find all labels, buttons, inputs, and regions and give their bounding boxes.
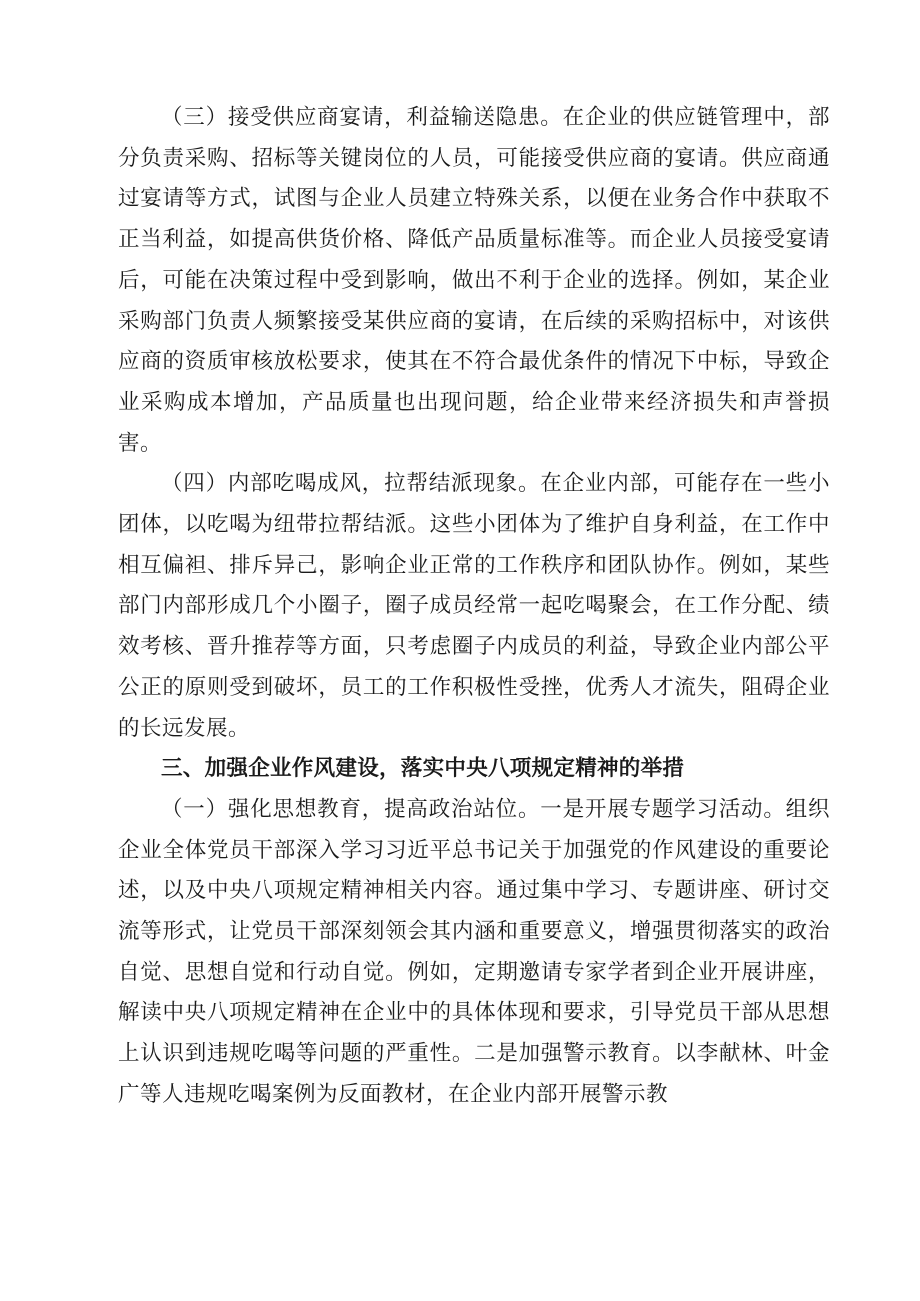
paragraph-internal-dining-cliques: （四）内部吃喝成风，拉帮结派现象。在企业内部，可能存在一些小团体，以吃喝为纽带拉帮结派。这些小团体为了维护自身利益，在工作中相互偏袒、排斥异己，影响企业正常的工作秩序和团队协作。例如，某些部门内部形成几个小圈子，圈子成员经常一起吃喝聚会，在工作分配、绩效考核、晋升推荐等方面，只考虑圈子内成员的利益，导致企业内部公平公正的原则受到破坏，员工的工作积极性受挫，优秀人才流失，阻碍企业的长远发展。 <box>118 471 830 741</box>
section-heading-three: 三、加强企业作风建设，落实中央八项规定精神的举措 <box>161 756 685 782</box>
paragraph-ideological-education: （一）强化思想教育，提高政治站位。一是开展专题学习活动。组织企业全体党员干部深入学习习近平总书记关于加强党的作风建设的重要论述，以及中央八项规定精神相关内容。通过集中学习、专题讲座、研讨交流等形式，让党员干部深刻领会其内涵和重要意义，增强贯彻落实的政治自觉、思想自觉和行动自觉。例如，定期邀请专家学者到企业开展讲座，解读中央八项规定精神在企业中的具体体现和要求，引导党员干部从思想上认识到违规吃喝等问题的严重性。二是加强警示教育。以李献林、叶金广等人违规吃喝案例为反面教材，在企业内部开展警示教 <box>118 796 830 1107</box>
paragraph-supplier-banquets: （三）接受供应商宴请，利益输送隐患。在企业的供应链管理中，部分负责采购、招标等关键岗位的人员，可能接受供应商的宴请。供应商通过宴请等方式，试图与企业人员建立特殊关系，以便在业务合作中获取不正当利益，如提高供货价格、降低产品质量标准等。而企业人员接受宴请后，可能在决策过程中受到影响，做出不利于企业的选择。例如，某企业采购部门负责人频繁接受某供应商的宴请，在后续的采购招标中，对该供应商的资质审核放松要求，使其在不符合最优条件的情况下中标，导致企业采购成本增加，产品质量也出现问题，给企业带来经济损失和声誉损害。 <box>118 105 830 456</box>
document-page <box>118 98 830 1116</box>
